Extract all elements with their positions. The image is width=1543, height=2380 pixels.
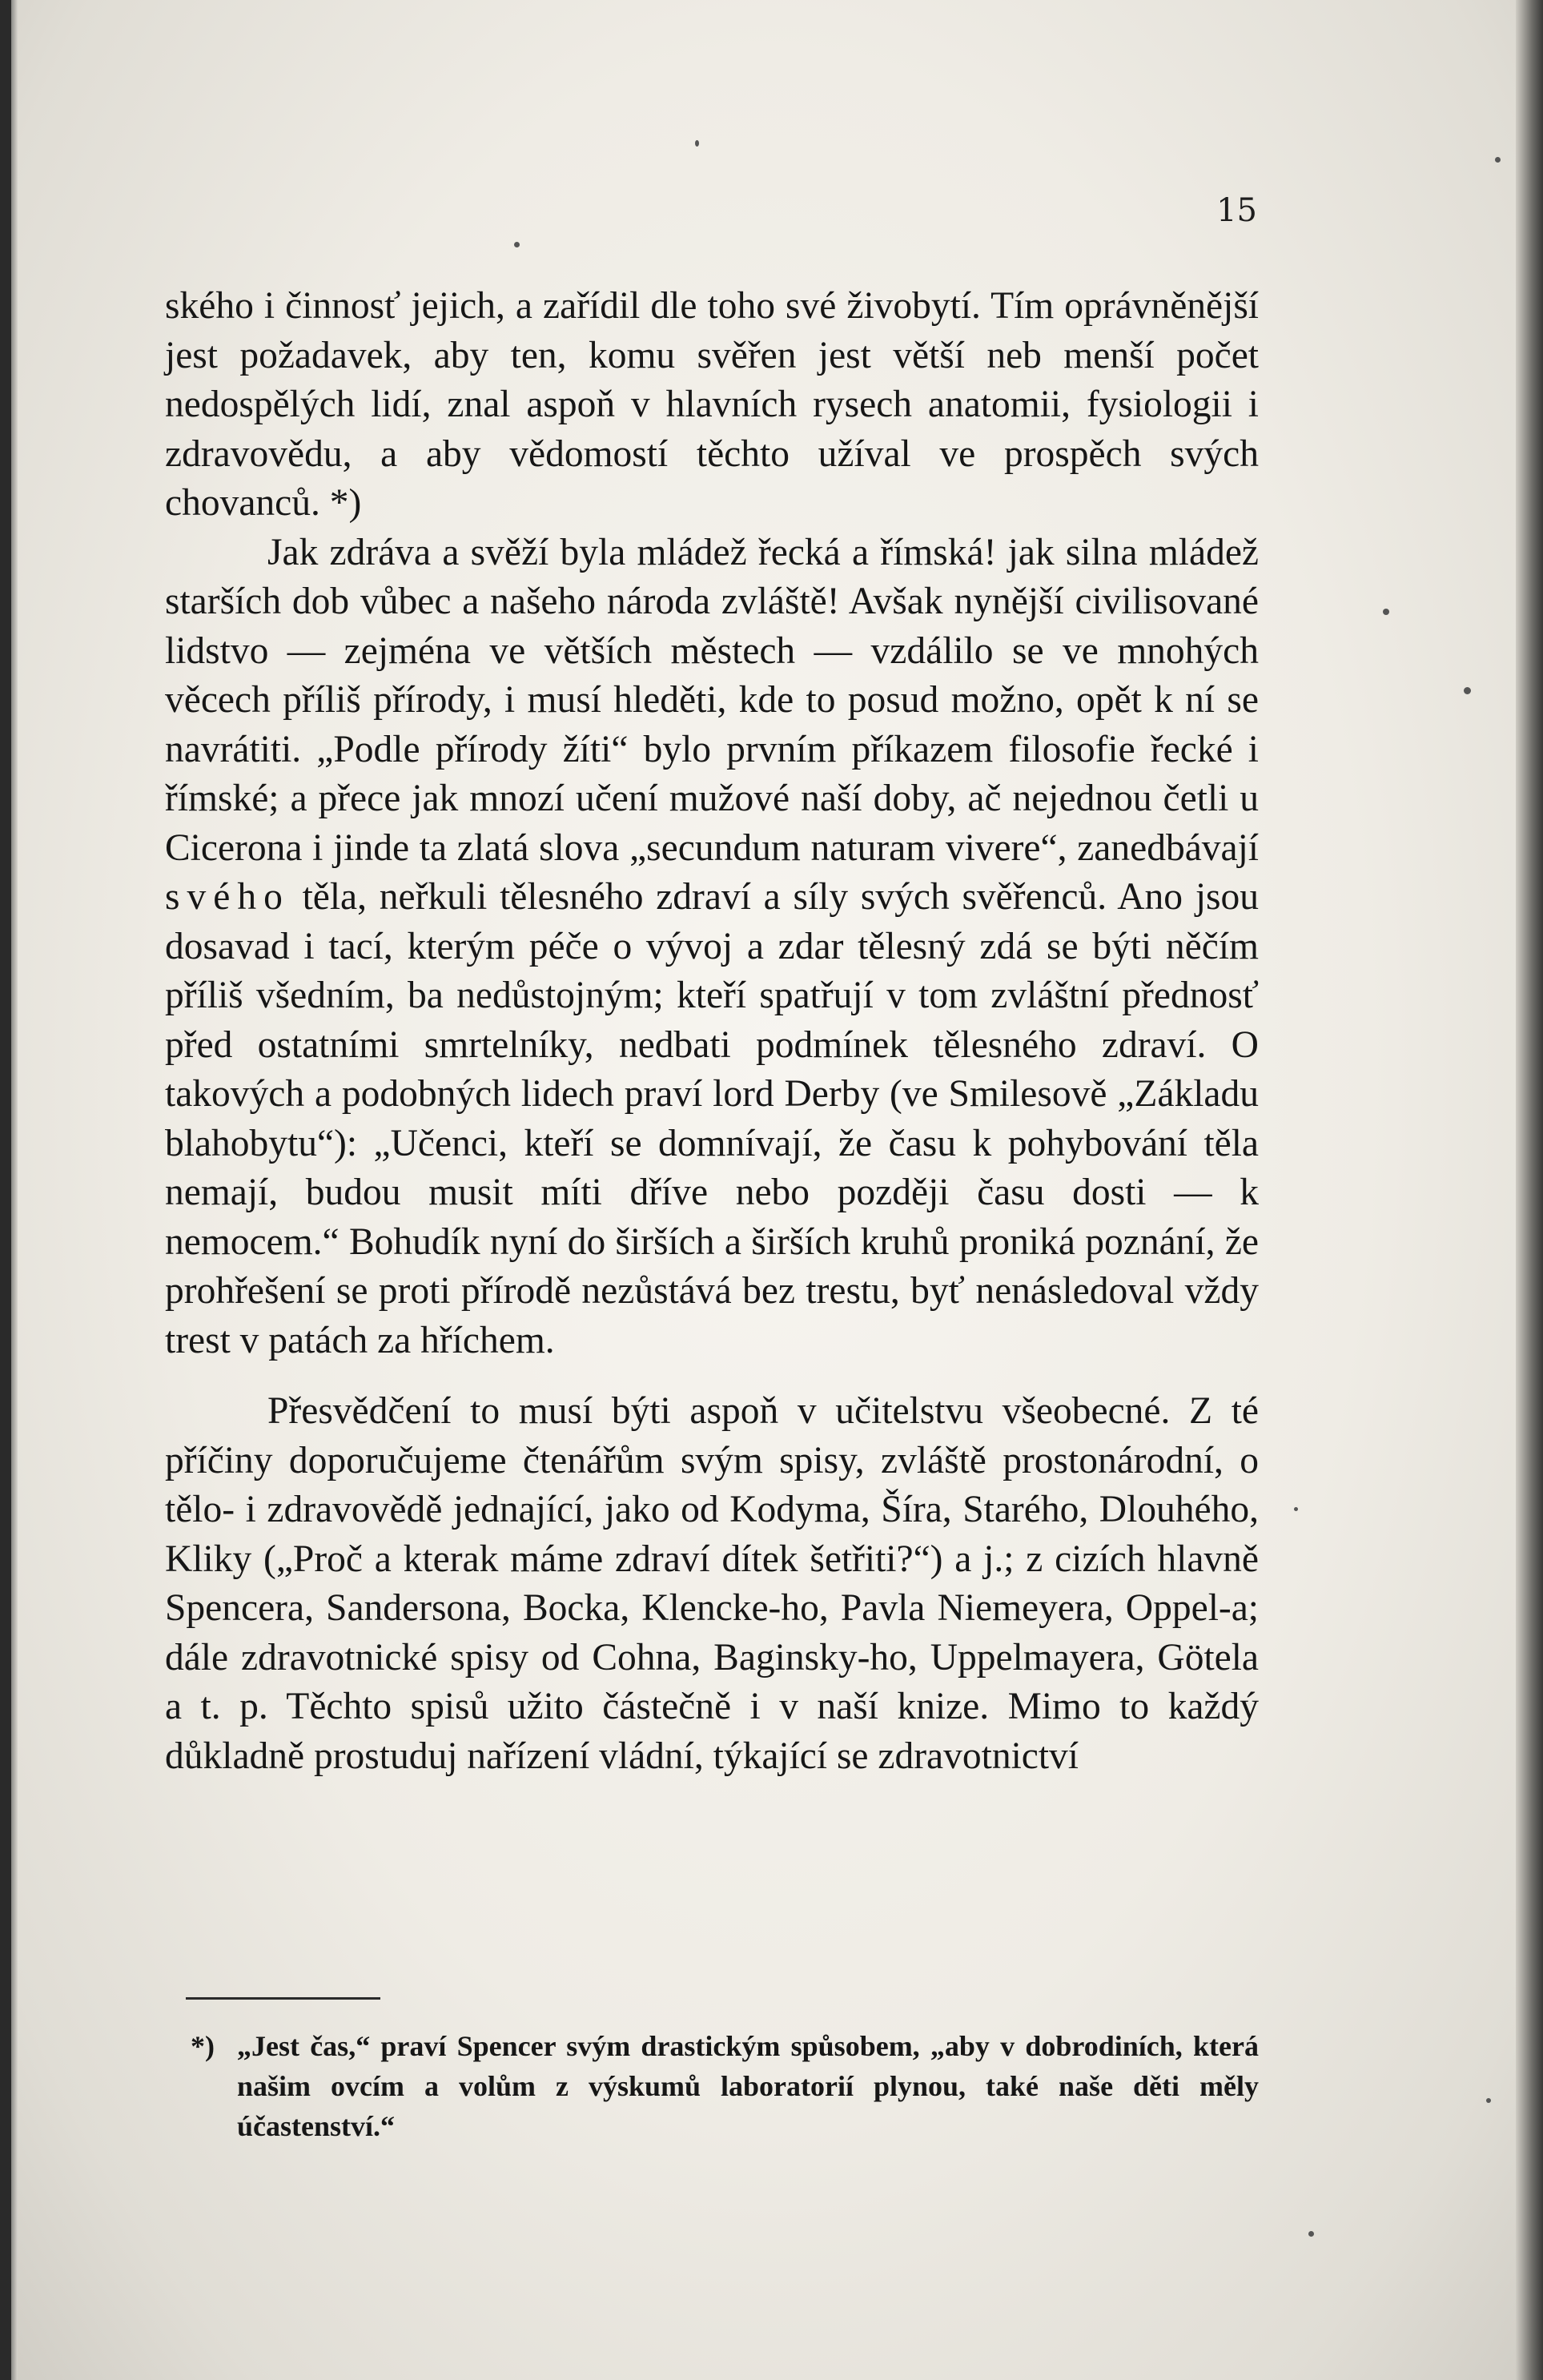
page-edge-left (0, 0, 11, 2380)
paragraph-1: ského i činnosť jejich, a zařídil dle toho své živobytí. Tím oprávněnější jest požadavek, aby ten, komu svěřen jest větší neb menší počet nedospělých lidí, znal aspoň v hlavních rysech anatomii, fysiologii i zdravovědu, a aby vědomostí těchto užíval ve prospěch svých chovanců. *) (165, 285, 1259, 524)
footnote-mark: *) (191, 2030, 215, 2062)
dust-speck (695, 140, 699, 147)
dust-speck (1294, 1507, 1298, 1511)
footnote-divider (186, 1997, 380, 2000)
dust-speck (1495, 157, 1501, 163)
dust-speck (514, 242, 520, 247)
dust-speck (1383, 609, 1389, 615)
footnote (191, 2026, 1259, 2146)
page-edge-left-shadow (11, 0, 18, 2380)
paragraph-2-text-start: Jak zdráva a svěží byla mládež řecká a římská! jak silna mládež starších dob vůbec a našeho národa zvláště! Avšak nynější civilisované lidstvo — zejména ve větších městech — vzdálilo se ve mnohých věcech příliš přírody, i musí hleděti, kde to posud možno, opět k ní se navrátiti. „Podle přírody žíti“ bylo prvním příkazem filosofie řecké i římské; a přece jak mnozí učení mužové naší doby, ač nejednou četli u Cicerona i jinde ta zlatá slova „secundum naturam vivere“, zanedbávají (165, 531, 1259, 869)
emphasized-word: svého (165, 876, 290, 918)
page-edge-right (1516, 0, 1543, 2380)
dust-speck (1308, 2231, 1314, 2237)
page-number: 15 (1216, 192, 1257, 229)
paragraph-2 (165, 529, 1259, 1366)
dust-speck (1464, 687, 1471, 694)
footnote-text: „Jest čas,“ praví Spencer svým drastickým spůsobem, „aby v dobrodiních, která našim ovcím a volům z výskumů laboratorií plynou, také naše děti měly účastenství.“ (237, 2030, 1259, 2142)
paragraph-2-text-end: těla, neřkuli tělesného zdraví a síly svých svěřenců. Ano jsou dosavad i tací, kterým péče o vývoj a zdar tělesný zdá se býti něčím příliš všedním, ba nedůstojným; kteří spatřují v tom zvláštní přednosť před ostatními smrtelníky, nedbati podmínek tělesného zdraví. O takových a podobných lidech praví lord Derby (ve Smilesově „Základu blahobytu“): „Učenci, kteří se domnívají, že času k pohybování těla nemají, budou musit míti dříve nebo později času dosti — k nemocem.“ Bohudík nyní do širších a širších kruhů proniká poznání, že prohřešení se proti přírodě nezůstává bez trestu, byť nenásledoval vždy trest v patách za hříchem. (165, 876, 1259, 1361)
dust-speck (1486, 2098, 1491, 2103)
paragraph-3: Přesvědčení to musí býti aspoň v učitelstvu všeobecné. Z té příčiny doporučujeme čtenářům svým spisy, zvláště prostonárodní, o tělo- i zdravovědě jednající, jako od Kodyma, Šíra, Starého, Dlouhého, Kliky („Proč a kterak máme zdraví dítek šetřiti?“) a j.; z cizích hlavně Spencera, Sandersona, Bocka, Klencke-ho, Pavla Niemeyera, Oppel-a; dále zdravotnické spisy od Cohna, Baginsky-ho, Uppelmayera, Götela a t. p. Těchto spisů užito částečně i v naší knize. Mimo to každý důkladně prostuduj nařízení vládní, týkající se zdravotnictví (165, 1390, 1259, 1777)
body-text (165, 282, 1259, 1781)
